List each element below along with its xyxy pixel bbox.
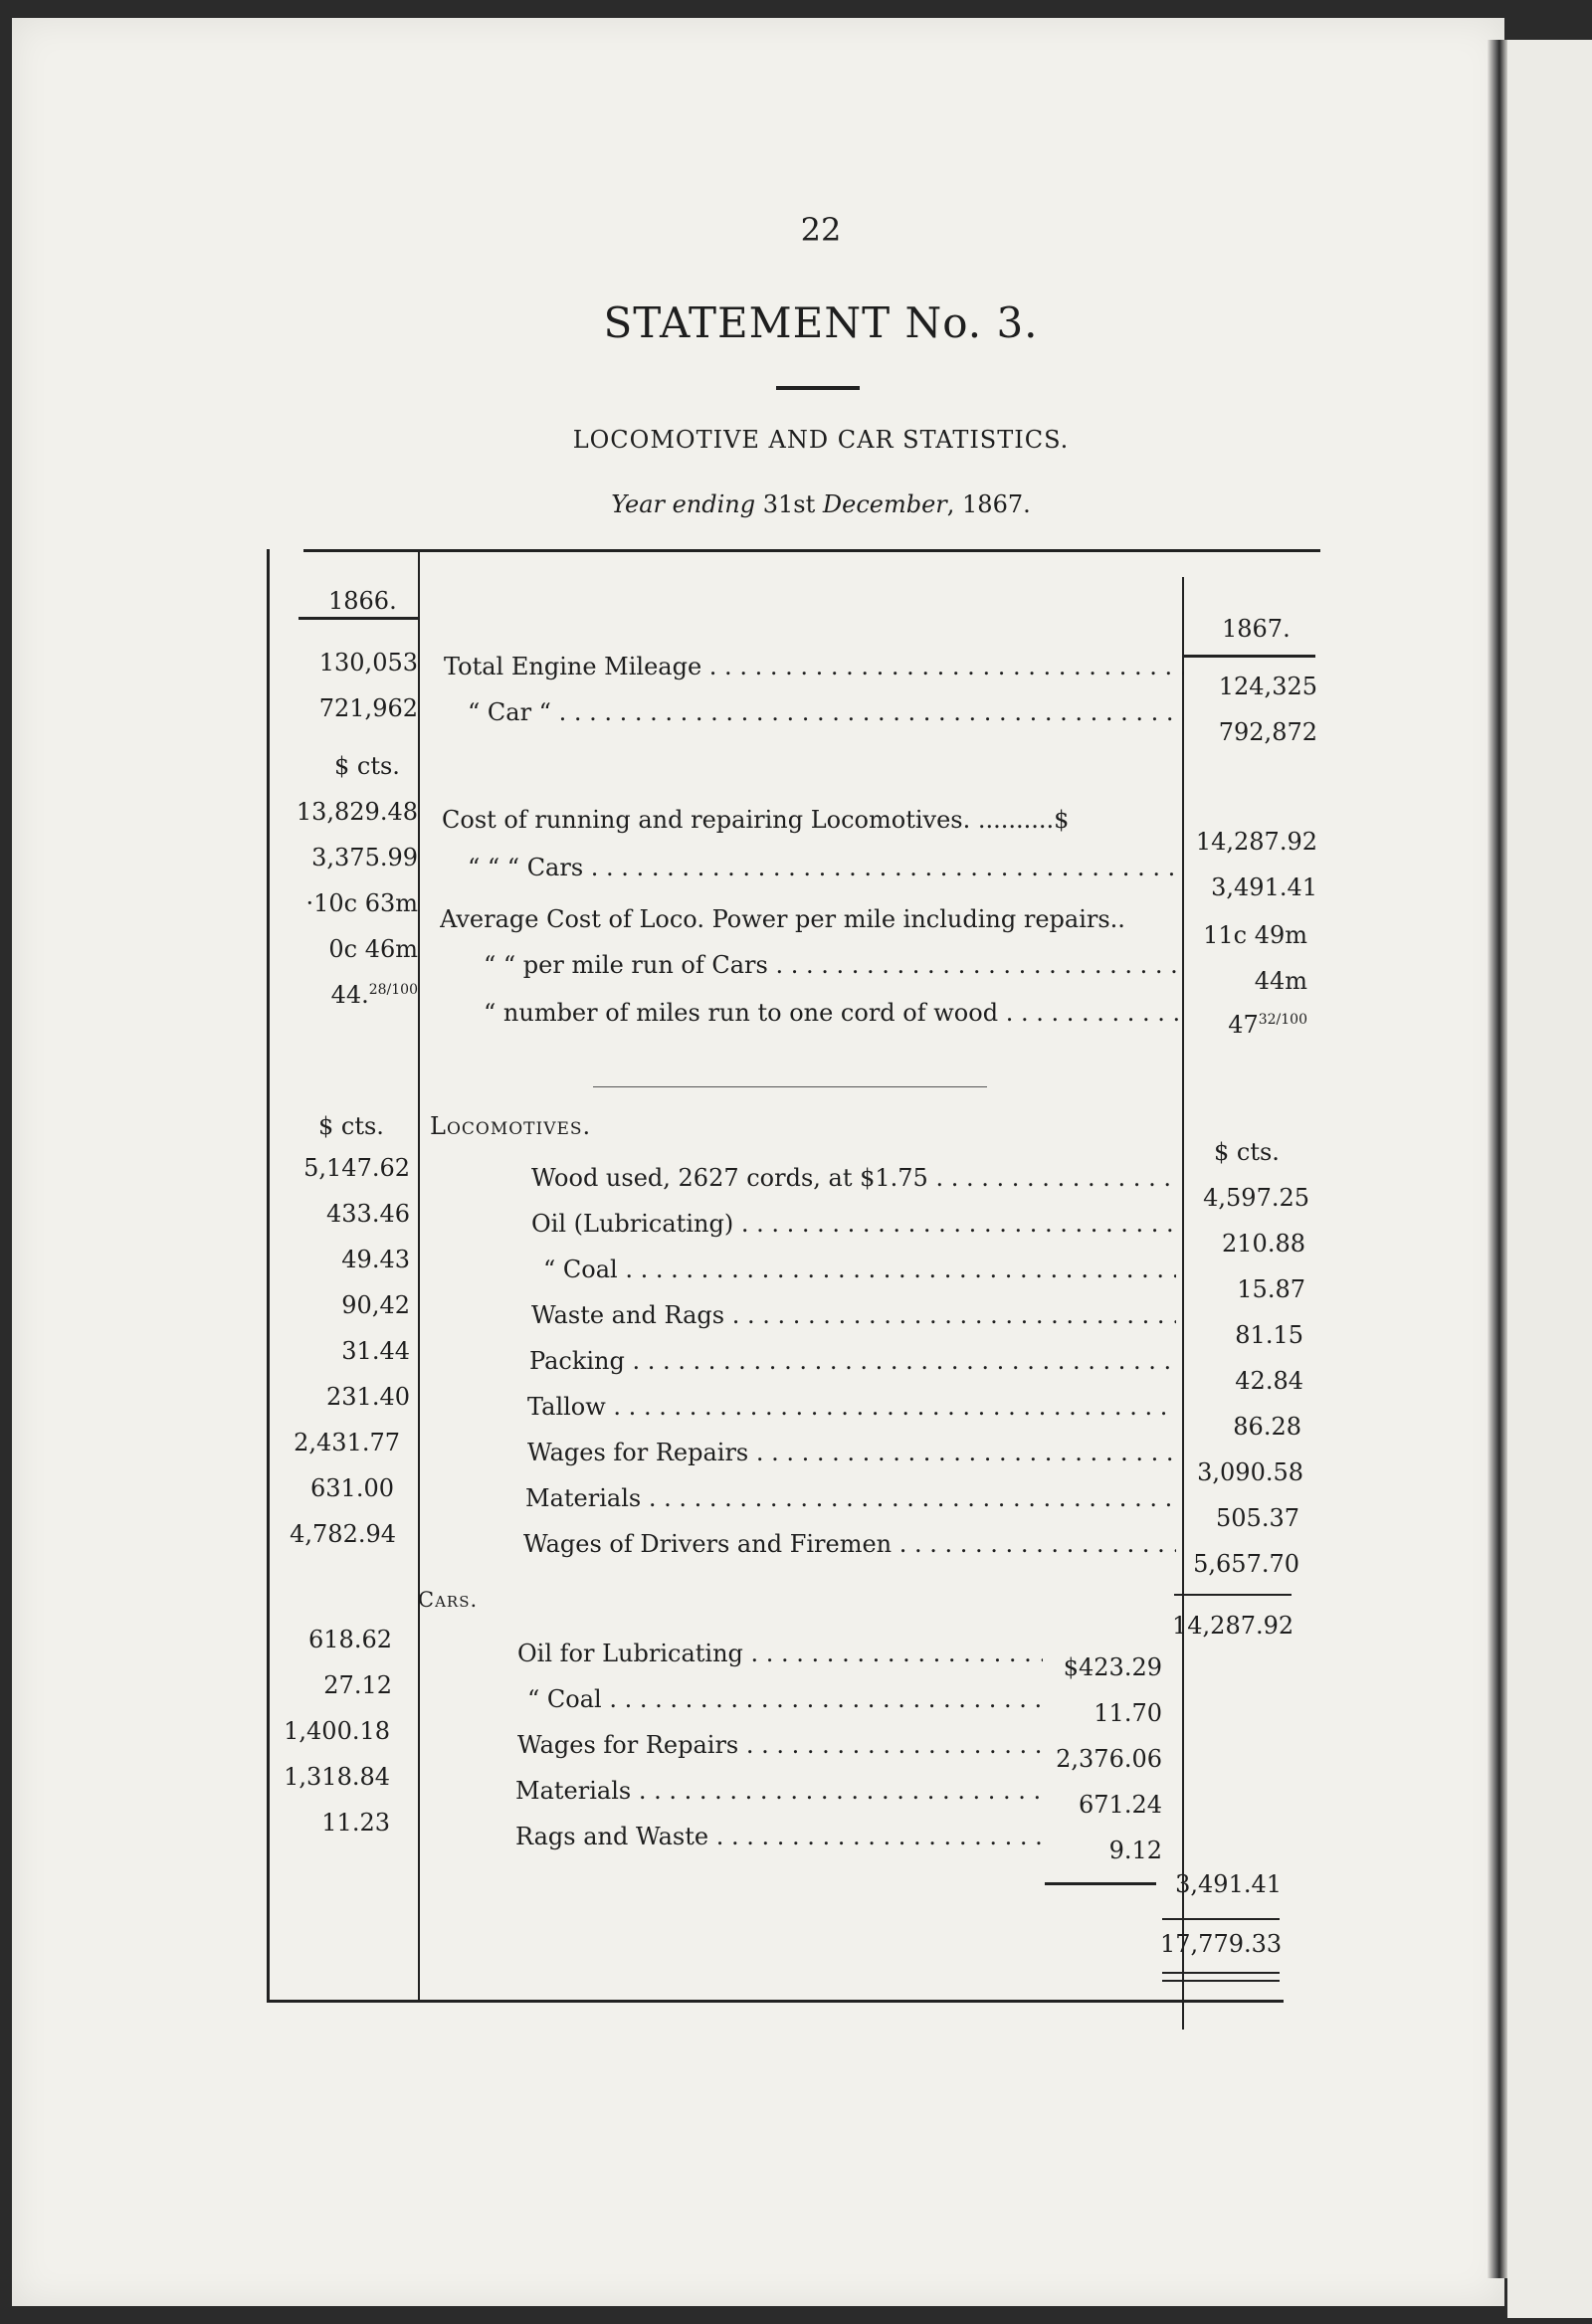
title-rule <box>776 386 860 390</box>
page-number: 22 <box>800 211 842 249</box>
cost-loco-1866: 13,829.48 <box>296 798 418 826</box>
cost-cars-1867: 3,491.41 <box>1211 873 1317 901</box>
loco-materials-label: Materials . . . <box>525 1484 1176 1512</box>
mileage-car-1866: 721,962 <box>318 694 418 722</box>
loco-packing-1867: 42.84 <box>1235 1367 1303 1395</box>
loco-coal-label: “ Coal . . . <box>543 1256 1176 1283</box>
miles-per-cord-1866: 44.$^{28/100}$ <box>330 981 418 1009</box>
cost-cars-label: “ “ “ Cars . . . <box>468 854 1184 881</box>
miles-per-cord-1867: $47^{32/100}$ <box>1228 1011 1307 1039</box>
avg-loco-1866: ·10c 63m <box>305 889 418 917</box>
loco-waste-label: Waste and Rags . . . <box>531 1301 1176 1329</box>
cars-subtotal-rule <box>1045 1882 1156 1885</box>
loco-wages-drivers-label: Wages of Drivers and Firemen . . . <box>523 1530 1176 1558</box>
loco-wages-repairs-1867: 3,090.58 <box>1197 1458 1303 1486</box>
table-bottom-rule <box>267 2000 1284 2003</box>
loco-materials-1867: 505.37 <box>1216 1504 1299 1532</box>
adjacent-page-edge <box>1507 40 1592 2318</box>
avg-cars-1867: 44m <box>1254 967 1307 995</box>
loco-wages-drivers-1866: 4,782.94 <box>290 1520 396 1548</box>
loco-tallow-label: Tallow . . . <box>527 1393 1176 1421</box>
year-1866-underline <box>298 617 418 620</box>
page-subtitle: LOCOMOTIVE AND CAR STATISTICS. <box>572 426 1070 454</box>
loco-wages-repairs-1866: 2,431.77 <box>294 1429 400 1456</box>
cents-header-1867-loco: $ cts. <box>1214 1138 1280 1166</box>
avg-loco-label: Average Cost of Loco. Power per mile including repairs.. <box>440 905 1125 933</box>
loco-wages-drivers-1867: 5,657.70 <box>1193 1550 1299 1578</box>
cars-rags-1866: 11.23 <box>321 1809 390 1837</box>
cars-rags-1867: 9.12 <box>1108 1837 1162 1864</box>
cars-oil-label: Oil for Lubricating . . . <box>517 1640 1043 1667</box>
loco-tallow-1867: 86.28 <box>1233 1413 1301 1441</box>
column-divider-right <box>1182 577 1184 2030</box>
mileage-engine-label: Total Engine Mileage . . . <box>444 653 1184 680</box>
loco-oil-1867: 210.88 <box>1222 1230 1305 1258</box>
loco-wood-1866: 5,147.62 <box>303 1154 410 1182</box>
cars-materials-1867: 671.24 <box>1079 1791 1162 1819</box>
loco-waste-1867: 81.15 <box>1235 1321 1303 1349</box>
cars-wages-repairs-1867: 2,376.06 <box>1056 1745 1162 1773</box>
year-1866-header: 1866. <box>328 587 397 615</box>
cost-cars-1866: 3,375.99 <box>311 844 418 872</box>
cars-rags-label: Rags and Waste . . . <box>515 1823 1043 1850</box>
table-top-rule <box>303 549 1320 552</box>
loco-oil-1866: 433.46 <box>326 1200 410 1228</box>
loco-wages-repairs-label: Wages for Repairs . . . <box>527 1439 1176 1466</box>
loco-wood-1867: 4,597.25 <box>1203 1184 1309 1212</box>
loco-coal-1866: 49.43 <box>341 1246 410 1273</box>
loco-materials-1866: 631.00 <box>310 1474 394 1502</box>
document-page <box>12 18 1504 2306</box>
cars-coal-label: “ Coal . . . <box>527 1685 1043 1713</box>
cars-total-1867: 3,491.41 <box>1175 1870 1282 1898</box>
mileage-car-1867: 792,872 <box>1218 718 1317 746</box>
column-divider-left <box>418 549 420 2002</box>
loco-packing-1866: 31.44 <box>341 1337 410 1365</box>
loco-oil-label: Oil (Lubricating) . . . <box>531 1210 1176 1238</box>
cars-oil-1866: 618.62 <box>308 1626 392 1653</box>
mileage-car-label: “ Car “ . . . <box>468 698 1184 726</box>
cars-wages-repairs-label: Wages for Repairs . . . <box>517 1731 1043 1759</box>
loco-coal-1867: 15.87 <box>1237 1275 1305 1303</box>
mileage-engine-1867: 124,325 <box>1218 673 1317 700</box>
year-line: Year ending 31st December, 1867. <box>611 490 1031 518</box>
year-1867-underline <box>1184 655 1315 658</box>
loco-packing-label: Packing . . . <box>529 1347 1176 1375</box>
section-divider <box>593 1086 987 1087</box>
cost-loco-label: Cost of running and repairing Locomotives. ..........$ <box>442 806 1070 834</box>
avg-cars-1866: 0c 46m <box>328 935 418 963</box>
grand-total-double-rule-1 <box>1162 1972 1280 1974</box>
cars-coal-1866: 27.12 <box>323 1671 392 1699</box>
cost-loco-1867: 14,287.92 <box>1195 828 1317 856</box>
loco-total-1867: 14,287.92 <box>1172 1612 1294 1640</box>
cars-oil-1867: $423.29 <box>1063 1653 1162 1681</box>
avg-loco-1867: 11c 49m <box>1203 921 1307 949</box>
cents-header-1866-loco: $ cts. <box>318 1112 384 1140</box>
year-1867-header: 1867. <box>1222 615 1291 643</box>
avg-cars-label: “ “ per mile run of Cars . . . <box>484 951 1182 979</box>
cents-header-1866: $ cts. <box>334 752 400 780</box>
binding-edge <box>1488 40 1507 2278</box>
cars-materials-1866: 1,318.84 <box>284 1763 390 1791</box>
loco-tallow-1866: 231.40 <box>326 1383 410 1411</box>
table-left-rule <box>267 549 270 2002</box>
miles-per-cord-label: “ number of miles run to one cord of wood . . . <box>484 999 1182 1027</box>
cars-coal-1867: 11.70 <box>1094 1699 1162 1727</box>
grand-total-top-rule <box>1162 1918 1280 1920</box>
cars-heading: Cars. <box>418 1588 479 1612</box>
locomotives-heading: Locomotives. <box>430 1112 592 1140</box>
cars-materials-label: Materials . . . <box>515 1777 1043 1805</box>
loco-waste-1866: 90,42 <box>341 1291 410 1319</box>
loco-wood-label: Wood used, 2627 cords, at $1.75 . . . <box>531 1164 1176 1192</box>
grand-total-1867: 17,779.33 <box>1160 1930 1283 1958</box>
grand-total-double-rule-2 <box>1162 1980 1280 1982</box>
cars-wages-repairs-1866: 1,400.18 <box>284 1717 390 1745</box>
page-title: STATEMENT No. 3. <box>603 298 1039 347</box>
loco-subtotal-rule <box>1174 1594 1292 1596</box>
mileage-engine-1866: 130,053 <box>318 649 418 677</box>
